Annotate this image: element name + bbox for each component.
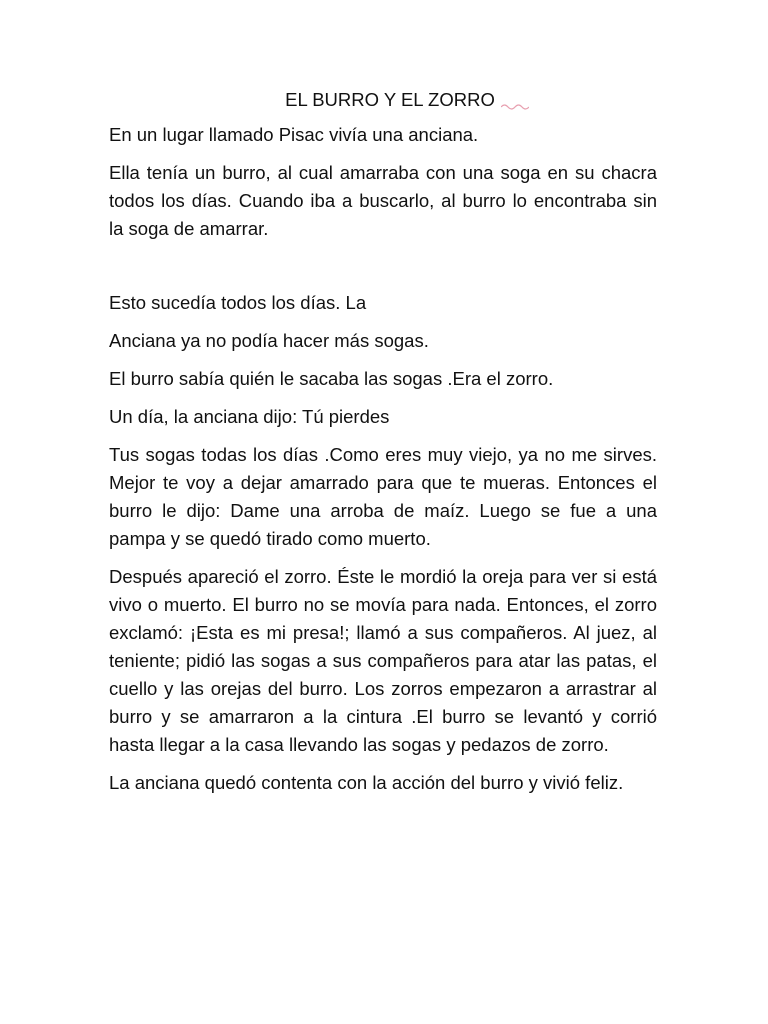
title-row: [109, 85, 657, 115]
paragraph: Después apareció el zorro. Éste le mordió la oreja para ver si está vivo o muerto. El burro no se movía para nada. Entonces, el zorro exclamó: ¡Esta es mi presa!; llamó a sus compañeros. Al juez, al teniente; pidió las sogas a sus compañeros para atar las patas, el cuello y las orejas del burro. Los zorros empezaron a arrastrar al burro y se amarraron a la cintura .El burro se levantó y corrió hasta llegar a la casa llevando las sogas y pedazos de zorro.: [109, 566, 657, 755]
spellcheck-squiggle-icon: [501, 103, 529, 111]
paragraph: Un día, la anciana dijo: Tú pierdes: [109, 406, 390, 427]
paragraph: En un lugar llamado Pisac vivía una anciana.: [109, 124, 479, 145]
paragraph: Tus sogas todas los días .Como eres muy viejo, ya no me sirves. Mejor te voy a dejar amarrado para que te mueras. Entonces el burro le dijo: Dame una arroba de maíz. Luego se fue a una pampa y se quedó tirado como muerto.: [109, 444, 657, 549]
paragraph: Anciana ya no podía hacer más sogas.: [109, 330, 429, 351]
document-title: [285, 85, 495, 115]
paragraph: Esto sucedía todos los días. La: [109, 292, 367, 313]
paragraph: Ella tenía un burro, al cual amarraba con una soga en su chacra todos los días. Cuando iba a buscarlo, al burro lo encontraba sin la soga de amarrar.: [109, 162, 657, 239]
paragraph: La anciana quedó contenta con la acción del burro y vivió feliz.: [109, 772, 624, 793]
paragraph: El burro sabía quién le sacaba las sogas .Era el zorro.: [109, 368, 554, 389]
document-title-text: EL BURRO Y EL ZORRO: [285, 89, 495, 110]
document-body: [109, 85, 657, 807]
